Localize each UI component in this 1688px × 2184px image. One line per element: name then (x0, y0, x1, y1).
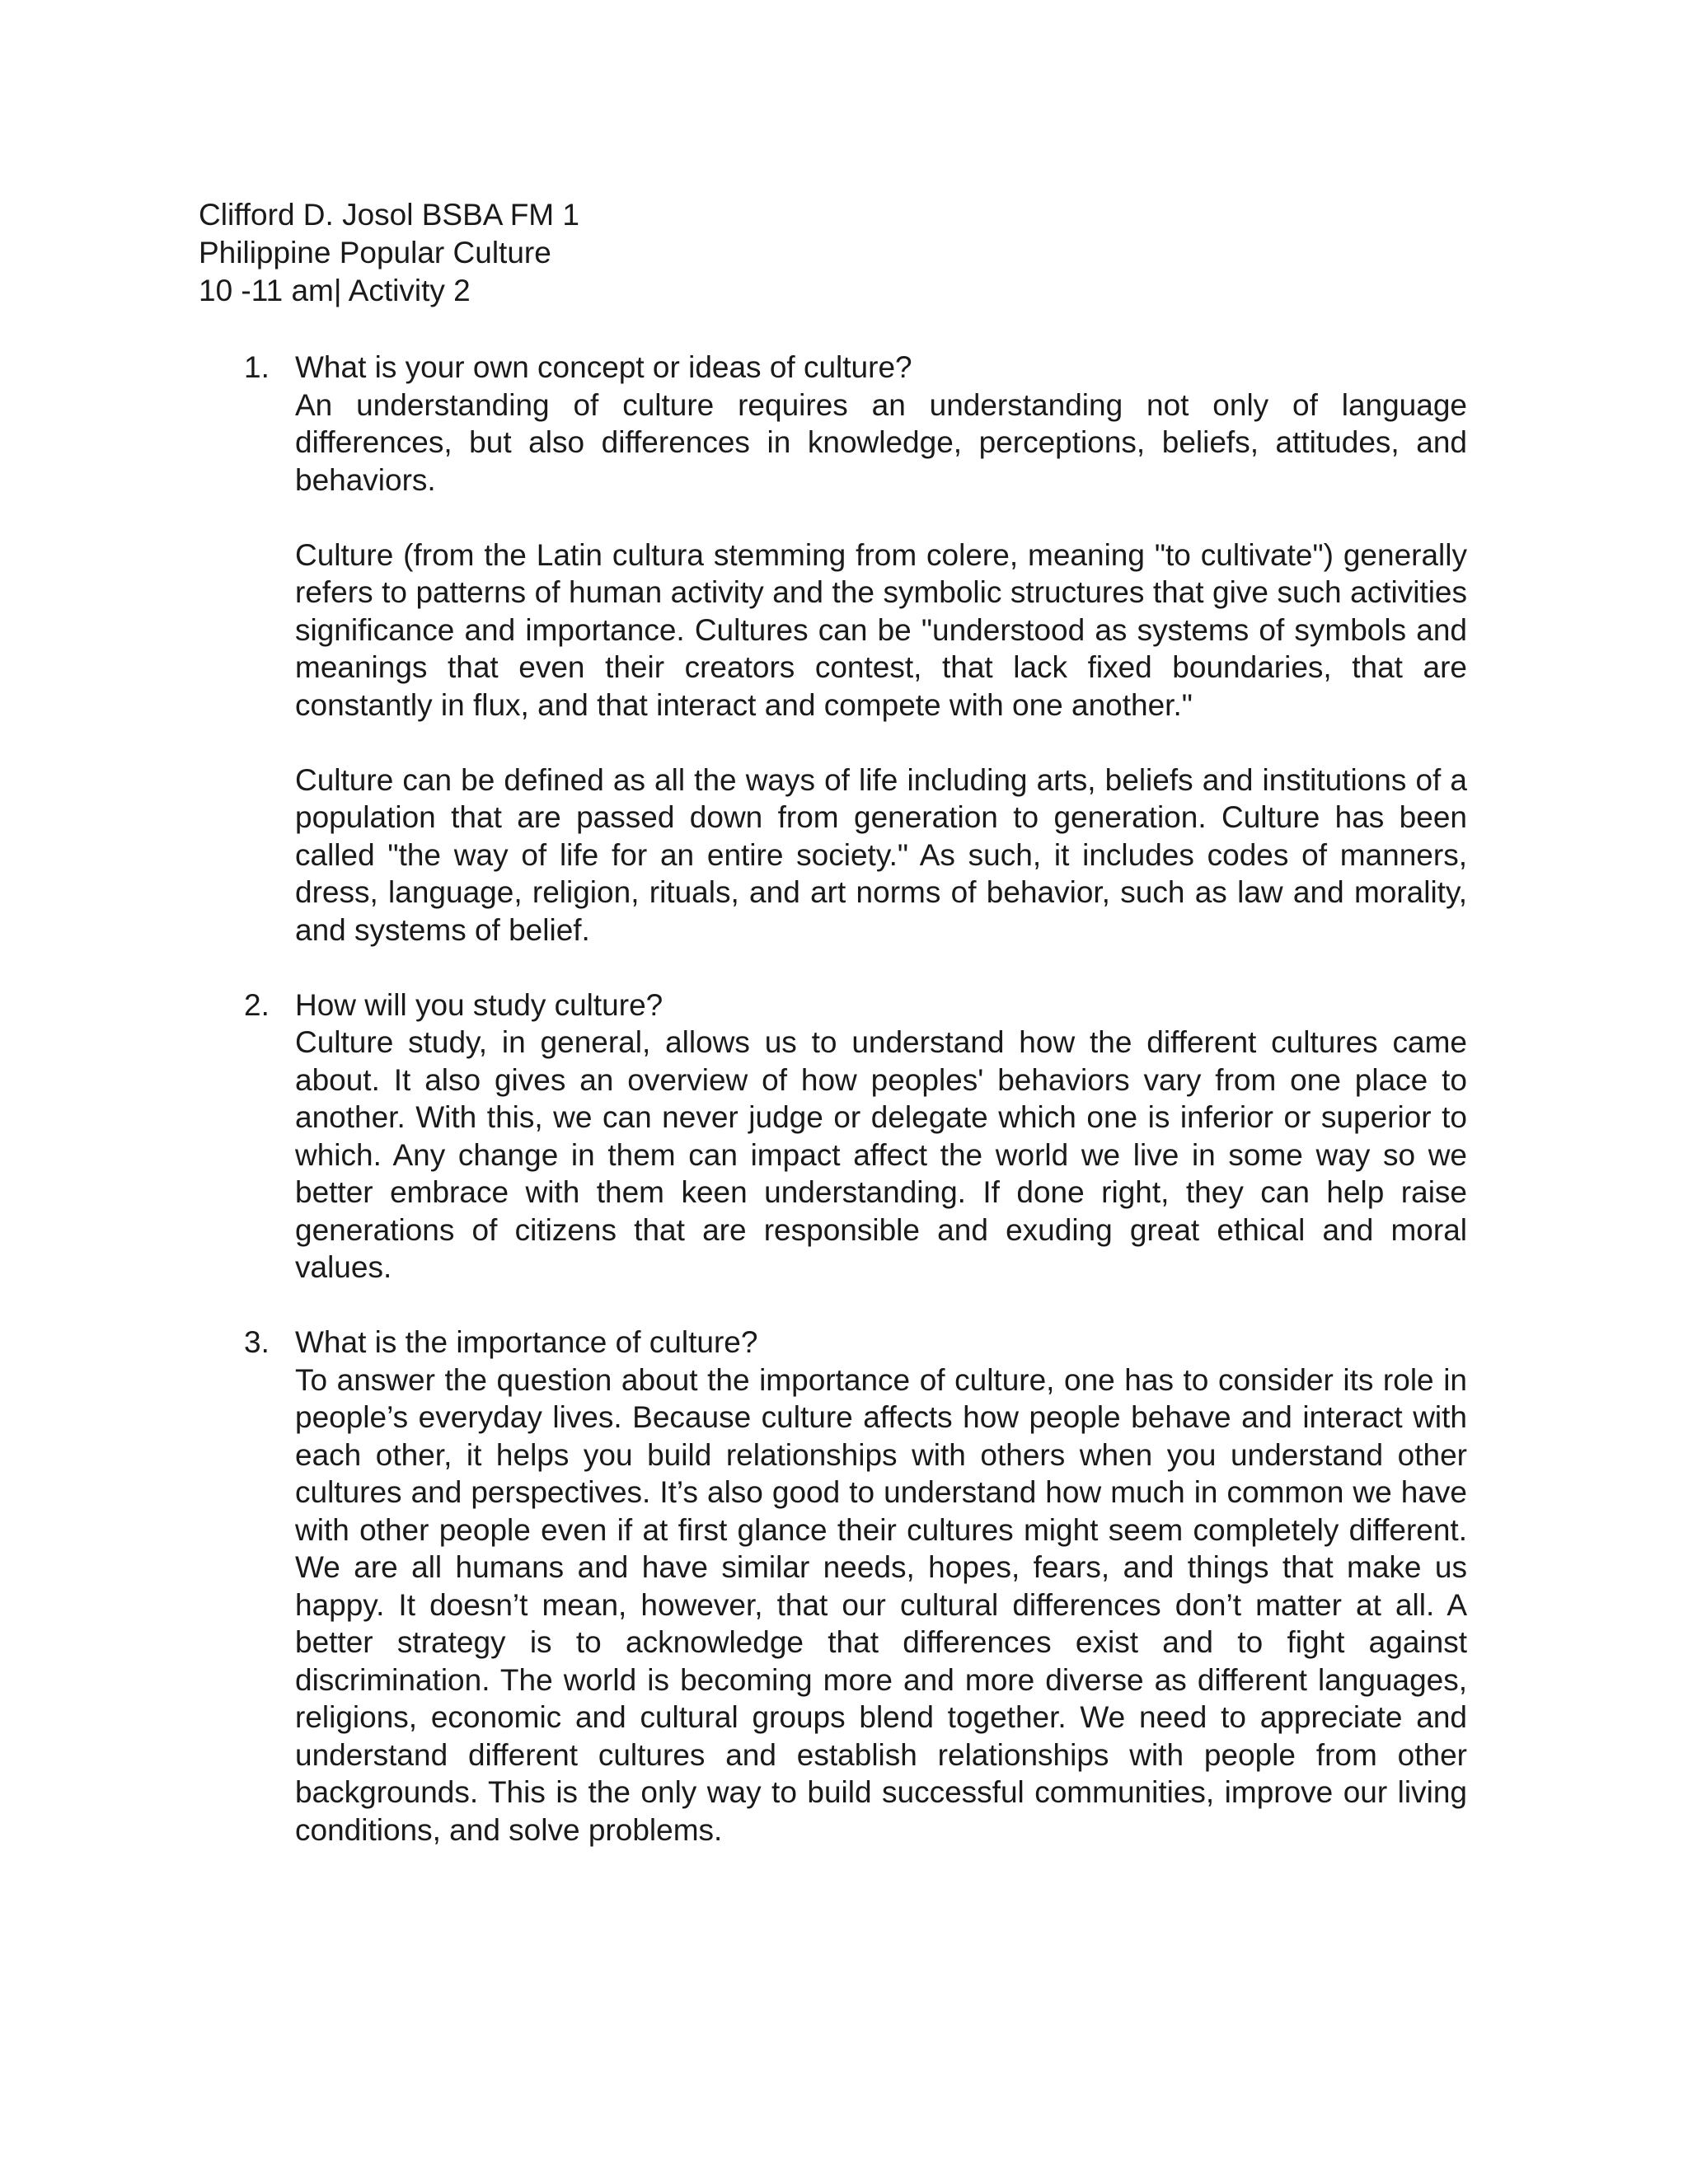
answer-paragraph: Culture can be defined as all the ways of life including arts, beliefs and institutions of a population that are passed down from generation to generation. Culture has been called "the way of life for an entire society." As such, it includes codes of manners, dress, language, religion, rituals, and art norms of behavior, such as law and morality, and systems of belief. (295, 762, 1467, 947)
answer-paragraph: Culture (from the Latin cultura stemming from colere, meaning "to cultivate") generally refers to patterns of human activity and the symbolic structures that give such activities significance and importance. Cultures can be "understood as systems of symbols and meanings that even their creators contest, that lack fixed boundaries, that are constantly in flux, and that interact and compete with one another." (295, 537, 1467, 722)
student-name-line: Clifford D. Josol BSBA FM 1 (199, 198, 579, 232)
question-item-3 (244, 1324, 1467, 1849)
answer-paragraph: Culture study, in general, allows us to understand how the different cultures came about. It also gives an overview of how peoples' behaviors vary from one place to another. With this, we can never judge or delegate which one is inferior or superior to which. Any change in them can impact affect the world we live in some way so we better embrace with them keen understanding. If done right, they can help raise generations of citizens that are responsible and exuding great ethical and moral values. (295, 1025, 1467, 1284)
question-number: 2. (244, 987, 270, 1022)
document-header (199, 196, 1188, 310)
question-list (244, 349, 1467, 1886)
question-item-1 (244, 349, 1467, 949)
schedule-activity-line: 10 -11 am| Activity 2 (199, 274, 471, 307)
question-text: How will you study culture? (295, 987, 663, 1022)
answer-paragraph: An understanding of culture requires an understanding not only of language differences, but also differences in knowledge, perceptions, beliefs, attitudes, and behaviors. (295, 387, 1467, 497)
course-title-line: Philippine Popular Culture (199, 236, 551, 269)
question-number: 1. (244, 350, 270, 384)
question-text: What is the importance of culture? (295, 1325, 758, 1359)
question-text: What is your own concept or ideas of culture? (295, 350, 912, 384)
question-number: 3. (244, 1325, 270, 1359)
question-item-2 (244, 987, 1467, 1286)
answer-paragraph: To answer the question about the importance of culture, one has to consider its role in people’s everyday lives. Because culture affects how people behave and interact with each other, it helps you build relationships with others when you understand other cultures and perspectives. It’s also good to understand how much in common we have with other people even if at first glance their cultures might seem completely different. We are all humans and have similar needs, hopes, fears, and things that make us happy. It doesn’t mean, however, that our cultural differences don’t matter at all. A better strategy is to acknowledge that differences exist and to fight against discrimination. The world is becoming more and more diverse as different languages, religions, economic and cultural groups blend together. We need to appreciate and understand different cultures and establish relationships with people from other backgrounds. This is the only way to build successful communities, improve our living conditions, and solve problems. (295, 1362, 1467, 1847)
